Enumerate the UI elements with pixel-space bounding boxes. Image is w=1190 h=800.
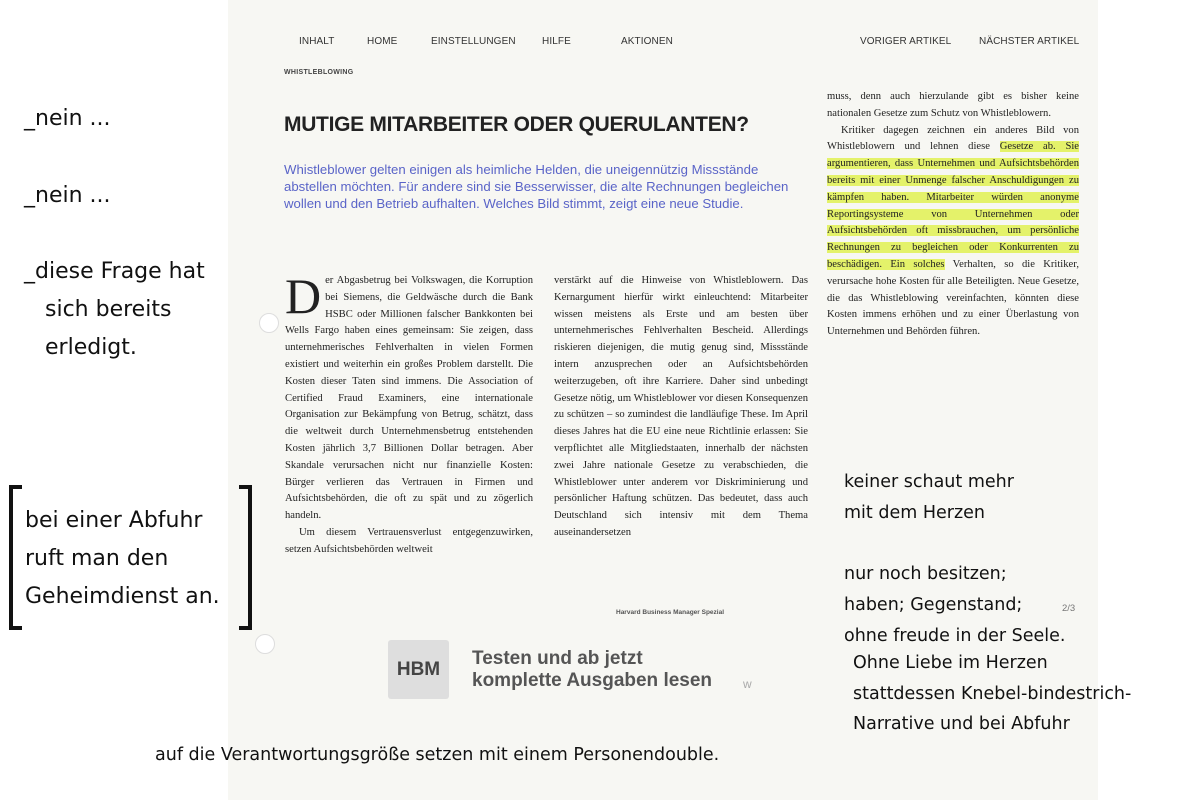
nav-previous-article[interactable]: VORIGER ARTIKEL (860, 36, 952, 47)
column-3-paragraph-2: Kritiker dagegen zeichnen ein anderes Bild von Whistleblowern und lehnen diese Gesetze ab. Sie argumentieren, dass Unternehmen und Aufsichtsbehörden bereits mit einer Unmenge falscher Anschuldigungen zu kämpfen haben. Mitarbeiter würden anonyme Reportingsysteme von Unternehmen oder Aufsichtsbehörden oft missbrauchen, um persönliche Rechnungen zu begleichen oder Konkurrenten zu beschädigen. Ein solches Verhalten, so die Kritiker, verursache hohe Kosten für alle Beteiligten. Neue Gesetze, die das Whistleblowing vereinfachten, könnten diese Kosten immens erhöhen und zu einer Überlastung von Unternehmen und Behörden führen. (827, 124, 1080, 338)
nav-einstellungen[interactable]: EINSTELLUNGEN (431, 36, 516, 47)
note-frage-line-3: erledigt. (45, 335, 137, 360)
nav-home[interactable]: HOME (367, 36, 398, 47)
note-bottom: auf die Verantwortungsgröße setzen mit einem Personendouble. (155, 745, 720, 765)
hbm-logo[interactable]: HBM (388, 640, 449, 699)
section-tag: WHISTLEBLOWING (284, 69, 354, 76)
note-right-1: keiner schaut mehr (844, 472, 1014, 492)
note-right-6: Ohne Liebe im Herzen (853, 653, 1048, 673)
column-1-paragraph-1: er Abgasbetrug bei Volkswagen, die Korruption bei Siemens, die Geldwäsche durch die Bank HSBC oder Millionen falscher Bankkonten bei Wells Fargo haben eines gemeinsam: Sie zeigen, dass unternehmerisches Fehlverhalten in vielen Formen existiert und weiterhin ein großes Problem darstellt. Die Kosten dieser Taten sind immens. Die Association of Certified Fraud Examiners, eine internationale Organisation zur Bekämpfung von Betrug, schätzt, dass die weltweit durch Unternehmensbetrug entstehenden Kosten jährlich 3,7 Billionen Dollar betragen. Aber Skandale verursachen nicht nur finanzielle Kosten: Bürger verlieren das Vertrauen in Firmen und Aufsichtsbehörden, die oft zu spät und zu zögerlich handeln. (285, 275, 533, 522)
article-lead: Whistleblower gelten einigen als heimliche Helden, die uneigennützig Missstände abstellen möchten. Für andere sind sie Besserwisser, die alte Rechnungen begleichen wollen und den Betrieb aufhalten. Welches Bild stimmt, zeigt eine neue Studie. (284, 162, 789, 211)
banner-cut-text: w (743, 677, 752, 691)
note-right-8: Narrative und bei Abfuhr (853, 714, 1070, 734)
article-column-2 (554, 273, 808, 542)
page-number: 2/3 (1062, 603, 1076, 614)
note-abfuhr-line-3: Geheimdienst an. (25, 584, 220, 609)
note-nein-1: _nein ... (24, 106, 111, 131)
left-bracket (9, 485, 22, 630)
magazine-footer: Harvard Business Manager Spezial (616, 609, 725, 616)
right-bracket (239, 485, 252, 630)
highlighted-passage: Gesetze ab. Sie argumentieren, dass Unternehmen und Aufsichtsbehörden bereits mit einer Unmenge falscher Anschuldigungen zu kämpfen haben. Mitarbeiter würden anonyme Reportingsysteme von Unternehmen oder Aufsichtsbehörden oft missbrauchen, um persönliche Rechnungen zu begleichen oder Konkurrenten zu beschädigen. Ein solches (827, 141, 1080, 270)
note-right-3: nur noch besitzen; (844, 564, 1007, 584)
subscribe-banner[interactable]: Testen und ab jetzt komplette Ausgaben lesen (472, 648, 713, 691)
article-column-1 (285, 268, 533, 559)
drop-cap: D (285, 268, 322, 324)
note-right-5: ohne freude in der Seele. (844, 626, 1066, 646)
article-title: MUTIGE MITARBEITER ODER QUERULANTEN? (284, 113, 749, 136)
nav-hilfe[interactable]: HILFE (542, 36, 571, 47)
note-frage-line-2: sich bereits (45, 297, 172, 322)
note-right-4: haben; Gegenstand; (844, 595, 1023, 615)
nav-aktionen[interactable]: AKTIONEN (621, 36, 673, 47)
note-abfuhr-line-2: ruft man den (25, 546, 169, 571)
punch-hole (259, 313, 279, 333)
punch-hole (255, 634, 275, 654)
column-3-paragraph-1: muss, denn auch hierzulande gibt es bisher keine nationalen Gesetze zum Schutz von Whistleblowern. (827, 91, 1079, 119)
nav-inhalt[interactable]: INHALT (299, 36, 335, 47)
note-right-7: stattdessen Knebel-bindestrich- (853, 684, 1132, 704)
nav-next-article[interactable]: NÄCHSTER ARTIKEL (979, 36, 1080, 47)
note-nein-2: _nein ... (24, 183, 111, 208)
note-right-2: mit dem Herzen (844, 503, 985, 523)
article-column-3 (827, 89, 1079, 341)
column-1-paragraph-2: Um diesem Vertrauensverlust entgegenzuwirken, setzen Aufsichtsbehörden weltweit (285, 526, 533, 555)
column-2-paragraph: verstärkt auf die Hinweise von Whistleblowern. Das Kernargument hierfür wirkt einleuchtend: Mitarbeiter wissen meistens als Erste und am besten über unternehmerisches Fehlverhalten Bescheid. Allerdings riskieren diejenigen, die mutig genug sind, Missstände intern anzusprechen oder an Aufsichtsbehörden weiterzugeben, oft ihre Karriere. Daher sind unbedingt Gesetze nötig, um Whistleblower vor diesen Konsequenzen zu schützen – so zumindest die landläufige These. Im April dieses Jahres hat die EU eine neue Richtlinie erlassen: Sie verpflichtet alle Mitgliedstaaten, innerhalb der nächsten zwei Jahre nationale Gesetze zu verabschieden, die Whistleblower unter anderem vor Diskriminierung und persönlicher Haftung schützen. Das bedeutet, dass auch Deutschland sich intensiv mit dem Thema auseinandersetzen (554, 275, 808, 538)
note-abfuhr-line-1: bei einer Abfuhr (25, 508, 203, 533)
note-frage-line-1: _diese Frage hat (24, 259, 205, 284)
